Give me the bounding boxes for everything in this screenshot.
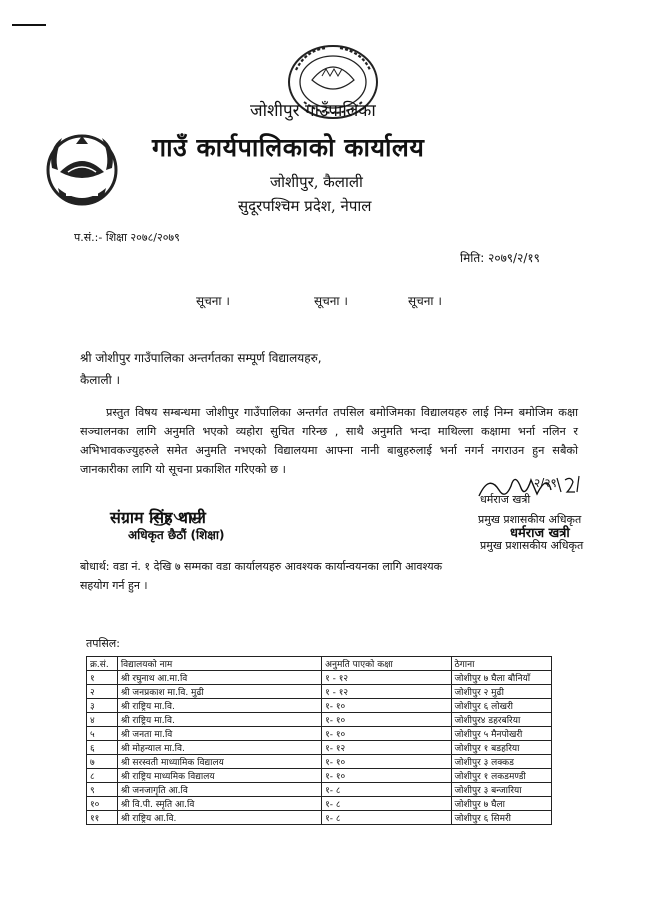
table-row: [87, 797, 552, 811]
cell-serial: ७: [87, 755, 118, 769]
cell-address: जोशीपुर ६ सिमरी: [451, 811, 552, 825]
table-row: [87, 769, 552, 783]
address-line-2: सुदूरपश्चिम प्रदेश, नेपाल: [238, 197, 372, 215]
table-row: [87, 741, 552, 755]
cell-permitted-class: १ - १२: [322, 671, 451, 685]
letter-date: मिति: २०७९/२/१९: [460, 251, 540, 265]
cell-serial: ९: [87, 783, 118, 797]
cell-serial: ३: [87, 699, 118, 713]
cell-school-name: श्री जनप्रकाश मा.वि. मुढी: [117, 685, 321, 699]
address-line-1: जोशीपुर, कैलाली: [270, 173, 363, 191]
signatory-right-designation-top: प्रमुख प्रशासकीय अधिकृत: [478, 513, 582, 526]
notice-word-3: सूचना ।: [408, 294, 442, 308]
cell-address: जोशीपुर १ लकडमण्डी: [451, 769, 552, 783]
table-row: [87, 713, 552, 727]
cell-address: जोशीपुर ५ मैनपोखरी: [451, 727, 552, 741]
table-row: [87, 811, 552, 825]
signatory-left-name: संग्राम सिंह धामी: [110, 508, 206, 527]
signatory-right-designation-bottom: प्रमुख प्रशासकीय अधिकृत: [480, 539, 584, 552]
table-row: [87, 755, 552, 769]
details-label: तपसिल:: [86, 637, 120, 650]
notice-word-1: सूचना ।: [196, 294, 230, 308]
cell-school-name: श्री जनजागृति आ.वि: [117, 783, 321, 797]
signatory-right-handwritten-name: धर्मराज खत्री: [480, 493, 531, 506]
nepal-emblem-logo: [44, 128, 120, 208]
cell-school-name: श्री राष्ट्रिय मा.वि.: [117, 699, 321, 713]
cell-permitted-class: १- १०: [322, 727, 451, 741]
cell-serial: ६: [87, 741, 118, 755]
table-row: [87, 699, 552, 713]
cell-address: जोशीपुर ७ घैला बौनियाँ: [451, 671, 552, 685]
recipient-line-2: कैलाली ।: [80, 373, 121, 387]
cell-address: जोशीपुर ३ लक्कड: [451, 755, 552, 769]
cell-school-name: श्री मोहन्याल मा.वि.: [117, 741, 321, 755]
notice-word-2: सूचना ।: [314, 294, 348, 308]
cell-school-name: श्री सरस्वती माध्यामिक विद्यालय: [117, 755, 321, 769]
signatory-right-name: धर्मराज खत्री: [510, 526, 570, 541]
cell-permitted-class: १ - १२: [322, 685, 451, 699]
table-header-row: [87, 657, 552, 671]
cell-permitted-class: १- ८: [322, 797, 451, 811]
table-row: [87, 685, 552, 699]
table-row: [87, 727, 552, 741]
cell-address: जोशीपुर २ मुढी: [451, 685, 552, 699]
cell-permitted-class: १- १०: [322, 699, 451, 713]
cell-address: जोशीपुर४ डहरबरिया: [451, 713, 552, 727]
cell-school-name: श्री राष्ट्रिय मा.वि.: [117, 713, 321, 727]
cell-school-name: श्री राष्ट्रिय माध्यमिक विद्यालय: [117, 769, 321, 783]
cc-line-1: बोधार्थ: वडा नं. १ देखि ७ सम्मका वडा कार्यालयहरु आवश्यक कार्यान्वयनका लागि आवश्यक: [80, 560, 443, 573]
cell-address: जोशीपुर १ बडहरिया: [451, 741, 552, 755]
office-title: गाउँ कार्यपालिकाको कार्यालय: [152, 133, 425, 162]
reference-number: प.सं.:- शिक्षा २०७८/२०७९: [74, 231, 180, 244]
notice-body: प्रस्तुत विषय सम्बन्धमा जोशीपुर गाउँपालिका अन्तर्गत तपसिल बमोजिमका विद्यालयहरु लाई निम्न बमोजिम कक्षा सञ्चालनका लागि अनुमति भएको व्यहोरा सुचित गरिन्छ , साथै अनुमति भन्दा माथिल्ला कक्षामा भर्ना नलिन र अभिभावकज्युहरुले समेत अनुमति नभएको विद्यालयमा आफ्ना नानी बाबुहरुलाई भर्ना नगर्न नगराउन हुन सबैको जानकारीका लागि यो सूचना प्रकाशित गरिएको छ ।: [80, 406, 578, 476]
cell-serial: ११: [87, 811, 118, 825]
cell-serial: ८: [87, 769, 118, 783]
cell-permitted-class: १- ८: [322, 811, 451, 825]
cell-serial: २: [87, 685, 118, 699]
header-school-name: विद्यालयको नाम: [117, 657, 321, 671]
office-name: जोशीपुर गाउँपालिका: [250, 101, 376, 121]
cell-permitted-class: १- १०: [322, 713, 451, 727]
header-permitted-class: अनुमति पाएको कक्षा: [322, 657, 451, 671]
cell-serial: १: [87, 671, 118, 685]
cell-address: जोशीपुर ३ बन्जारिया: [451, 783, 552, 797]
schools-table: [86, 656, 552, 825]
header-serial: क्र.सं.: [87, 657, 118, 671]
table-row: [87, 671, 552, 685]
cell-school-name: श्री जनता मा.वि: [117, 727, 321, 741]
recipient-line-1: श्री जोशीपुर गाउँपालिका अन्तर्गतका सम्पूर्ण विद्यालयहरु,: [80, 351, 322, 365]
cell-serial: १०: [87, 797, 118, 811]
table-row: [87, 783, 552, 797]
cell-permitted-class: १- १०: [322, 769, 451, 783]
signatory-right-handwritten-date: २/२९: [534, 476, 557, 490]
cell-serial: ५: [87, 727, 118, 741]
cell-permitted-class: १- ८: [322, 783, 451, 797]
signatory-left-designation: अधिकृत छैठौं (शिक्षा): [128, 528, 225, 542]
cell-school-name: श्री रघुनाथ आ.मा.वि: [117, 671, 321, 685]
cell-school-name: श्री राष्ट्रिय आ.वि.: [117, 811, 321, 825]
corner-mark: [12, 24, 46, 26]
cell-permitted-class: १- १२: [322, 741, 451, 755]
cell-address: जोशीपुर ७ घैला: [451, 797, 552, 811]
cc-line-2: सहयोग गर्न हुन ।: [80, 579, 148, 592]
cell-serial: ४: [87, 713, 118, 727]
header-address: ठेगाना: [451, 657, 552, 671]
cell-address: जोशीपुर ६ लोखरी: [451, 699, 552, 713]
cell-school-name: श्री वि.पी. स्मृति आ.वि: [117, 797, 321, 811]
cell-permitted-class: १- १०: [322, 755, 451, 769]
